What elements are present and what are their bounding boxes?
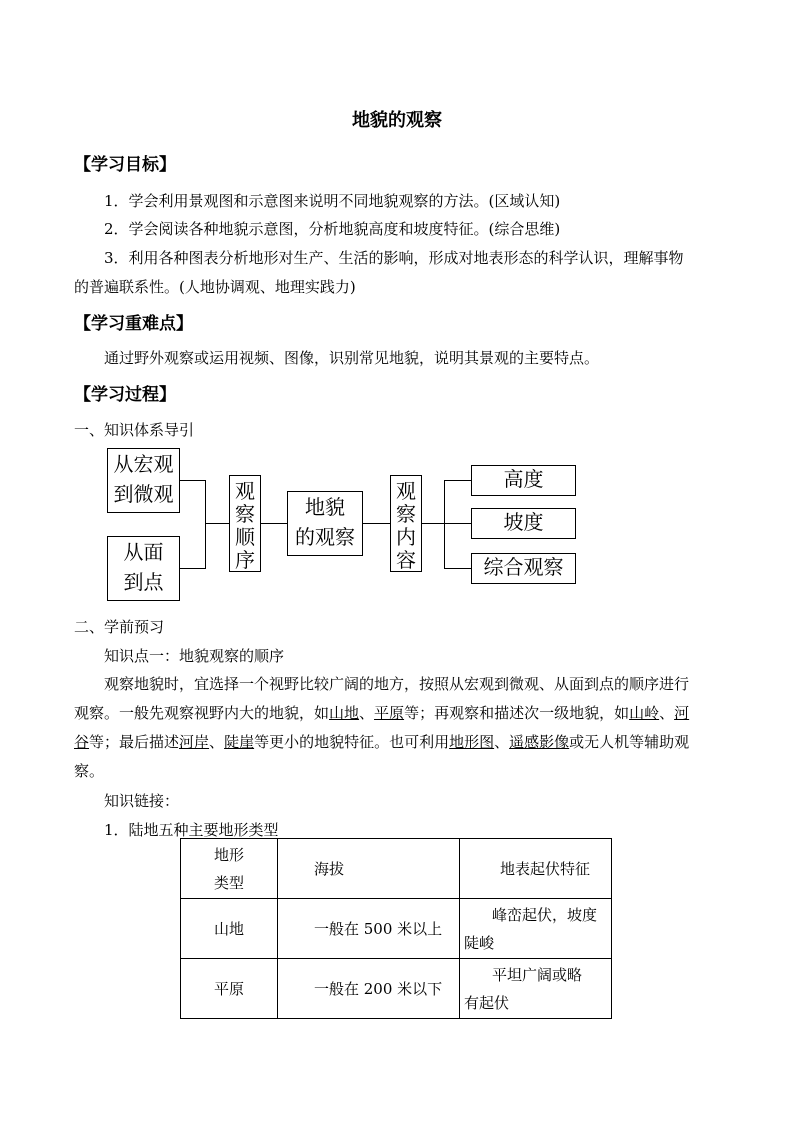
diagram-char: 察: [235, 502, 255, 526]
paragraph-line: [74, 731, 689, 752]
knowledge-link: 知识链接：: [104, 792, 180, 810]
knowledge-point-1: 知识点一：地貌观察的顺序: [104, 647, 285, 665]
underlined-term: 平原: [374, 704, 405, 722]
cell-feature: [460, 899, 612, 959]
diagram-char: 观: [235, 479, 255, 503]
underlined-term: 山地: [329, 704, 360, 722]
goal-item-continued: 的普遍联系性。(人地协调观、地理实践力): [74, 278, 356, 296]
process-heading: 【学习过程】: [74, 385, 176, 405]
paragraph-line: [74, 702, 689, 723]
list-item: 1．陆地五种主要地形类型: [104, 821, 279, 839]
cell-altitude: 一般在 500 米以上: [278, 899, 460, 959]
goal-item: 1．学会利用景观图和示意图来说明不同地貌观察的方法。(区域认知): [104, 192, 561, 210]
text: 等；最后描述: [89, 733, 180, 751]
text: 、: [659, 704, 675, 722]
landform-table: [180, 838, 612, 1019]
paragraph-line: 观察地貌时，宜选择一个视野比较广阔的地方，按照从宏观到微观、从面到点的顺序进行: [104, 675, 690, 693]
connector-line: [180, 480, 206, 481]
diagram-char: 容: [396, 548, 416, 572]
connector-line: [363, 523, 390, 524]
diagram-char: 序: [235, 548, 255, 572]
diagram-box-slope: 坡度: [471, 508, 576, 539]
text: 、: [359, 704, 375, 722]
header-text: 类型: [213, 873, 244, 892]
page-title: 地貌的观察: [352, 110, 442, 131]
underlined-term: 河岸: [179, 733, 210, 751]
feature-text: 平坦广阔或略: [492, 965, 583, 984]
table-header-row: [181, 839, 612, 899]
keypoints-text: 通过野外观察或运用视频、图像，识别常见地貌，说明其景观的主要特点。: [104, 349, 600, 367]
cell-type: 平原: [181, 959, 278, 1019]
table-row: [181, 899, 612, 959]
paragraph-line: 察。: [74, 762, 105, 780]
diagram-box-center: [287, 491, 363, 556]
cell-altitude: 一般在 200 米以下: [278, 959, 460, 1019]
connector-line: [444, 568, 471, 569]
header-cell-feature: 地表起伏特征: [460, 839, 612, 899]
underlined-term: 河: [674, 704, 690, 722]
text: 等更小的地貌特征。也可利用: [254, 733, 450, 751]
diagram-box-height: 高度: [471, 465, 576, 496]
connector-line: [444, 480, 471, 481]
underlined-term: 陡崖: [224, 733, 255, 751]
cell-feature: [460, 959, 612, 1019]
text: 或无人机等辅助观: [569, 733, 690, 751]
connector-line: [422, 523, 444, 524]
text: 、: [209, 733, 225, 751]
table-row: [181, 959, 612, 1019]
diagram-text: 从面: [123, 540, 164, 564]
diagram-box-order: [229, 475, 261, 572]
diagram-char: 顺: [235, 525, 255, 549]
underlined-term: 地形图: [449, 733, 495, 751]
feature-text: 有起伏: [464, 993, 510, 1012]
connector-line: [205, 523, 229, 524]
connector-line: [444, 480, 445, 569]
feature-text: 陡峻: [464, 933, 495, 952]
diagram-text: 从宏观: [113, 452, 174, 476]
connector-line: [180, 568, 206, 569]
underlined-term: 谷: [74, 733, 90, 751]
underlined-term: 遥感影像: [509, 733, 570, 751]
text: 观察。一般先观察视野内大的地貌，如: [74, 704, 330, 722]
underlined-term: 山岭: [629, 704, 660, 722]
header-cell-altitude: 海拔: [278, 839, 460, 899]
diagram-text: 地貌: [305, 495, 345, 519]
keypoints-heading: 【学习重难点】: [74, 314, 193, 334]
header-text: 地形: [213, 845, 244, 864]
diagram-text: 的观察: [295, 525, 355, 549]
connector-line: [261, 523, 287, 524]
diagram-box-macro-micro: [107, 448, 180, 513]
diagram-char: 内: [396, 525, 416, 549]
diagram-box-overall: 综合观察: [471, 553, 576, 584]
goal-item: 3．利用各种图表分析地形对生产、生活的影响，形成对地表形态的科学认识，理解事物: [104, 249, 684, 267]
text: 等；再观察和描述次一级地貌，如: [404, 704, 630, 722]
part1-heading: 一、知识体系导引: [74, 421, 195, 439]
goal-item: 2．学会阅读各种地貌示意图，分析地貌高度和坡度特征。(综合思维): [104, 220, 561, 238]
diagram-box-area-point: [107, 536, 180, 601]
text: 、: [494, 733, 510, 751]
diagram-char: 观: [396, 479, 416, 503]
feature-text: 峰峦起伏，坡度: [492, 905, 598, 924]
diagram-char: 察: [396, 502, 416, 526]
goals-heading: 【学习目标】: [74, 155, 176, 175]
connector-line: [205, 480, 206, 569]
diagram-text: 到点: [123, 570, 164, 594]
part2-heading: 二、学前预习: [74, 618, 165, 636]
diagram-text: 到微观: [113, 482, 174, 506]
header-cell-type: [181, 839, 278, 899]
diagram-box-content: [390, 475, 422, 572]
connector-line: [444, 523, 471, 524]
cell-type: 山地: [181, 899, 278, 959]
